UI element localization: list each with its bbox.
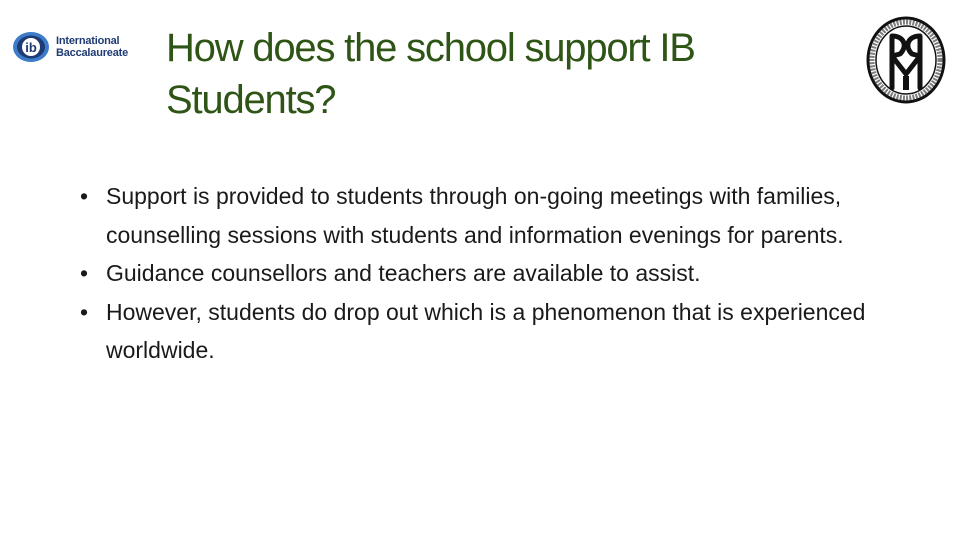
list-item: [80, 254, 900, 293]
ib-logo: [12, 30, 146, 64]
bullet-list: [80, 177, 900, 370]
slide-title-line2: Students?: [166, 78, 336, 122]
bullet-text: Guidance counsellors and teachers are available to assist.: [106, 260, 701, 286]
bullet-text: However, students do drop out which is a phenomenon that is experienced worldwide.: [106, 298, 866, 363]
list-item: [80, 293, 900, 370]
slide-title: [166, 22, 846, 126]
ib-logo-line1: International: [56, 35, 120, 47]
ib-logo-line2: Baccalaureate: [56, 47, 129, 59]
ib-globe-icon: [12, 30, 52, 64]
bullet-icon: •: [80, 183, 89, 209]
ib-mark: ib: [25, 40, 37, 55]
school-crest-icon: [866, 16, 946, 104]
list-item: [80, 177, 900, 254]
bullet-icon: •: [80, 298, 89, 325]
bullet-icon: •: [80, 260, 89, 286]
ib-logo-wordmark: [56, 35, 128, 59]
bullet-text: Support is provided to students through on-going meetings with families, counselling sessions with students and information evenings for parents.: [106, 183, 844, 248]
slide-title-line1: How does the school support IB: [166, 26, 695, 70]
